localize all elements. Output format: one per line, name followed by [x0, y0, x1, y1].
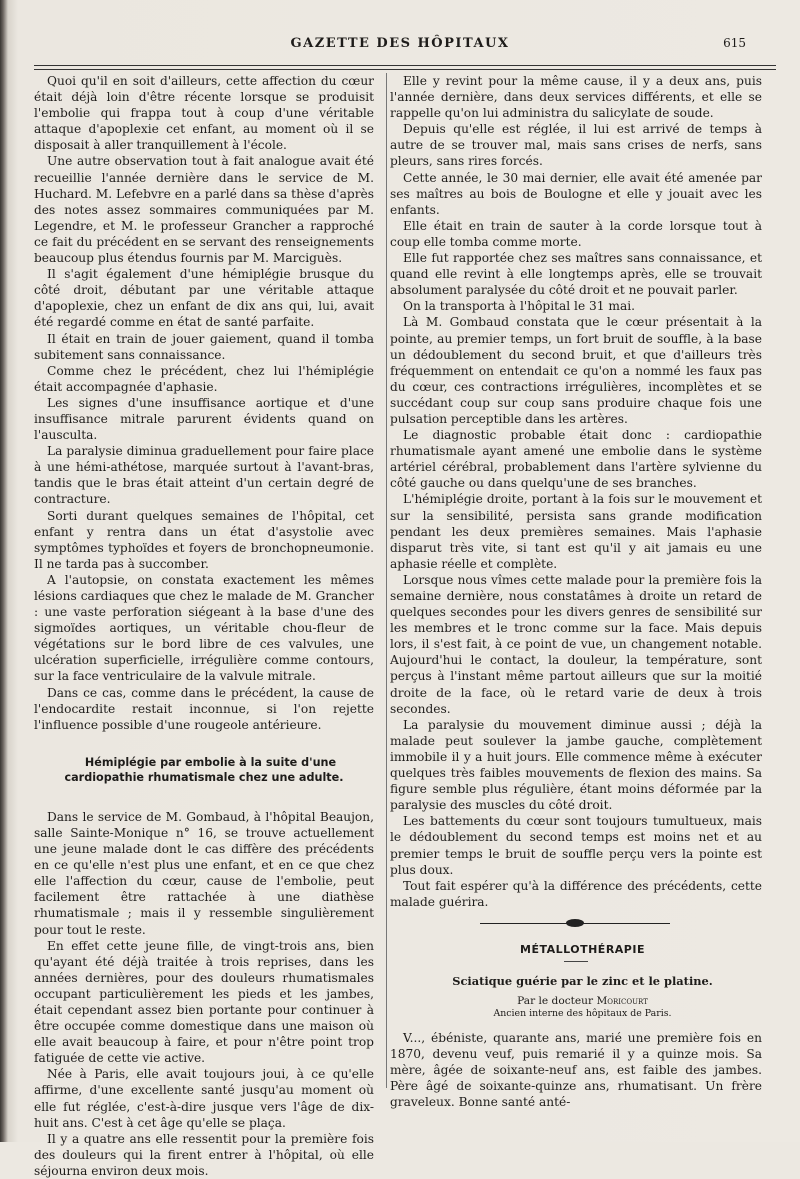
paragraph: Il était en train de jouer gaiement, quand il tomba subitement sans connaissance.: [34, 331, 374, 362]
section-heading: MÉTALLOTHÉRAPIE: [520, 942, 645, 956]
paragraph: Elle fut rapportée chez ses maîtres sans connaissance, et quand elle revint à elle longtemps après, elle se trouvait absolument paralysée du côté droit et ne pouvait parler.: [390, 251, 762, 298]
section-heading: Hémiplégie par embolie à la suite d'une cardiopathie rhumatismale chez une adulte.: [64, 755, 344, 784]
paragraph: Dans ce cas, comme dans le précédent, la cause de l'endocardite restait inconnue, si l'on rejette l'influence possible d'une rougeole antérieure.: [34, 685, 374, 732]
column-separator: [386, 73, 387, 1088]
paragraph: Née à Paris, elle avait toujours joui, à ce qu'elle affirme, d'une excellente santé jusqu'au moment où elle fut réglée, c'est-à-dire jusque vers l'âge de dix-huit ans. C'est à cet âge qu'elle se plaça.: [34, 1067, 374, 1130]
paragraph: La paralysie du mouvement diminue aussi ; déjà la malade peut soulever la jambe gauche, complètement immobile il y a huit jours. Elle commence même à exécuter quelques très faibles mouvements de flexion des mains. Sa figure semble plus régulière, étant moins déformée par la paralysie des muscles du côté droit.: [390, 717, 762, 813]
paragraph: Les battements du cœur sont toujours tumultueux, mais le dédoublement du second temps est moins net et au premier temps le bruit de souffle perçu vers la pointe est plus doux.: [390, 814, 762, 877]
left-paragraphs-b: [34, 809, 374, 1179]
article-title: Sciatique guérie par le zinc et le platine.: [452, 973, 713, 988]
paragraph: En effet cette jeune fille, de vingt-trois ans, bien qu'ayant été déjà traitée à trois reprises, dans les années dernières, pour des douleurs rhumatismales occupant particulièrement les pieds et les jambes, était cependant assez bien portante pour continuer à être occupée comme domestique dans une maison où elle avait beaucoup à faire, et pour n'être point trop fatiguée de cette vie active.: [34, 938, 374, 1066]
right-paragraphs-a: [390, 73, 762, 910]
right-paragraphs-b: [390, 1030, 762, 1110]
paragraph: Depuis qu'elle est réglée, il lui est arrivé de temps à autre de se trouver mal, mais sans crises de nerfs, sans pleurs, sans rires forcés.: [390, 122, 762, 169]
paragraph: Quoi qu'il en soit d'ailleurs, cette affection du cœur était déjà loin d'être récente lorsque se produisit l'embolie qui frappa tout à coup d'une véritable attaque d'apoplexie cet enfant, au moment où il se disposait à aller tranquillement à l'école.: [34, 74, 374, 153]
paragraph: Elle y revint pour la même cause, il y a deux ans, puis l'année dernière, dans deux services différents, et elle se rappelle qu'on lui administra du salicylate de soude.: [390, 74, 762, 121]
byline-prefix: Par le docteur: [517, 994, 594, 1007]
paragraph: Dans le service de M. Gombaud, à l'hôpital Beaujon, salle Sainte-Monique n° 16, se trouve actuellement une jeune malade dont le cas diffère des précédents en ce qu'elle n'est plus une enfant, et en ce que chez elle l'affection du cœur, cause de l'embolie, peut facilement être rattachée à une diathèse rhumatismale ; mais il y ressemble singulièrement pour tout le reste.: [34, 809, 374, 937]
paragraph: Tout fait espérer qu'à la différence des précédents, cette malade guérira.: [390, 878, 762, 909]
paragraph: V..., ébéniste, quarante ans, marié une première fois en 1870, devenu veuf, puis remarié il y a quinze mois. Sa mère, âgée de soixante-neuf ans, est faible des jambes. Père âgé de soixante-quinze ans, rhumatisant. Un frère graveleux. Bonne santé anté-: [390, 1030, 762, 1110]
ornamental-divider: [390, 918, 762, 930]
paragraph: Il y a quatre ans elle ressentit pour la première fois des douleurs qui la firent entrer à l'hôpital, où elle séjourna environ deux mois.: [34, 1131, 374, 1178]
spacer: [390, 1020, 762, 1030]
paragraph: Elle était en train de sauter à la corde lorsque tout à coup elle tomba comme morte.: [390, 218, 762, 249]
spacer: [34, 733, 374, 755]
spacer: [390, 962, 762, 974]
divider-ornament: [566, 919, 584, 927]
header-rule-double: [34, 69, 776, 70]
paragraph: Là M. Gombaud constata que le cœur présentait à la pointe, au premier temps, un fort bruit de souffle, à la base un dédoublement du second bruit, et que d'ailleurs très fréquemment on entendait ce qu'on a nommé les faux pas du cœur, ces contractions irrégulières, incomplètes et se succédant coup sur coup sans produire chaque fois une pulsation perceptible dans les artères.: [390, 315, 762, 426]
paragraph: La paralysie diminua graduellement pour faire place à une hémi-athétose, marquée surtout à l'avant-bras, tandis que le bras était atteint d'un certain degré de contracture.: [34, 444, 374, 507]
author-affiliation: Ancien interne des hôpitaux de Paris.: [493, 1007, 672, 1019]
byline: [390, 995, 762, 1008]
left-column: [34, 73, 374, 1179]
paragraph: A l'autopsie, on constata exactement les mêmes lésions cardiaques que chez le malade de M. Grancher : une vaste perforation siégeant à la base d'une des sigmoïdes aortiques, un véritable chou-fleur de végétations sur le bord libre de ces valvules, une ulcération superficielle, irrégulière comme contours, sur la face ventriculaire de la valvule mitrale.: [34, 572, 374, 684]
paragraph: Cette année, le 30 mai dernier, elle avait été amenée par ses maîtres au bois de Boulogne et elle y jouait avec les enfants.: [390, 170, 762, 217]
left-paragraphs-a: [34, 73, 374, 733]
page-header: [0, 34, 800, 54]
paragraph: Il s'agit également d'une hémiplégie brusque du côté droit, débutant par une véritable attaque d'apoplexie, chez un enfant de dix ans qui, lui, avait été regardé comme en état de santé parfaite.: [34, 267, 374, 330]
paragraph: Sorti durant quelques semaines de l'hôpital, cet enfant y rentra dans un état d'asystolie avec symptômes typhoïdes et foyers de bronchopneumonie. Il ne tarda pas à succomber.: [34, 508, 374, 571]
page-number: 615: [723, 36, 746, 50]
paragraph: Comme chez le précédent, chez lui l'hémiplégie était accompagnée d'aphasie.: [34, 363, 374, 394]
spacer: [390, 910, 762, 918]
paragraph: Une autre observation tout à fait analogue avait été recueillie l'année dernière dans le service de M. Huchard. M. Lefebvre en a parlé dans sa thèse d'après des notes assez sommaires communiquées par M. Legendre, et M. le professeur Grancher a rapproché ce fait du précédent en se servant des renseignements beaucoup plus étendus fournis par M. Marciguès.: [34, 154, 374, 266]
paragraph: Les signes d'une insuffisance aortique et d'une insuffisance mitrale parurent évidents quand on l'ausculta.: [34, 395, 374, 443]
spacer: [34, 785, 374, 809]
paragraph: Le diagnostic probable était donc : cardiopathie rhumatismale ayant amené une embolie dans le système artériel cérébral, probablement dans l'artère sylvienne du côté gauche ou dans quelqu'une de ses branches.: [390, 428, 762, 491]
spacer: [390, 930, 762, 942]
header-rule: [34, 65, 776, 66]
byline-name: Moricourt: [596, 994, 648, 1007]
paragraph: Lorsque nous vîmes cette malade pour la première fois la semaine dernière, nous constatâmes à droite un retard de quelques secondes pour les divers genres de sensibilité sur les membres et le tronc comme sur la face. Mais depuis lors, il s'est fait, à ce point de vue, un changement notable. Aujourd'hui le contact, la douleur, la température, sont perçus à l'instant même partout ailleurs que sur la moitié droite de la face, où le retard varie de deux à trois secondes.: [390, 572, 762, 716]
paragraph: On la transporta à l'hôpital le 31 mai.: [403, 299, 636, 314]
paragraph: L'hémiplégie droite, portant à la fois sur le mouvement et sur la sensibilité, persista sans grande modification pendant les deux premières semaines. Mais l'aphasie disparut très vite, si tant est qu'il y ait jamais eu une aphasie réelle et complète.: [390, 492, 762, 571]
running-title: GAZETTE DES HÔPITAUX: [290, 36, 510, 51]
right-column: [390, 73, 762, 1110]
